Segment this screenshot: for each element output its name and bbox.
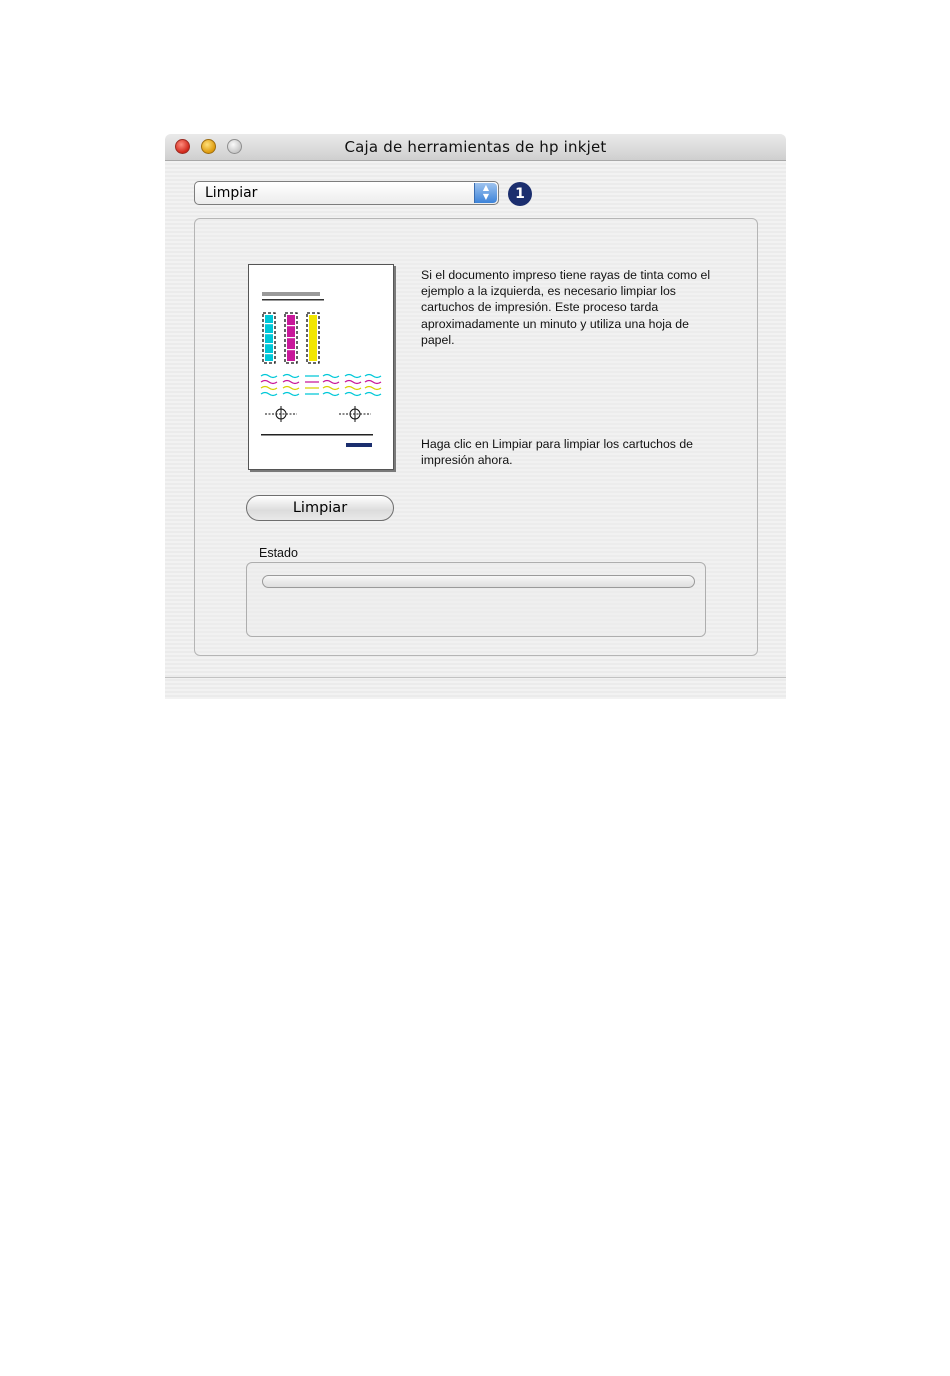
- up-down-arrows-icon: ▲ ▼: [474, 183, 497, 203]
- clean-button[interactable]: Limpiar: [246, 495, 394, 521]
- title-bar[interactable]: [165, 134, 786, 161]
- callout-number-badge: 1: [508, 182, 532, 206]
- clean-instruction-text: Haga clic en Limpiar para limpiar los cartuchos de impresión ahora.: [421, 437, 694, 468]
- status-box: [246, 562, 706, 637]
- clean-description-text: Si el documento impreso tiene rayas de tinta como el ejemplo a la izquierda, es necesario limpiar los cartuchos de impresión. Este proceso tarda aproximadamente un minuto y utiliza una hoja de papel.: [421, 268, 711, 347]
- window-title: Caja de herramientas de hp inkjet: [344, 138, 607, 156]
- printed-test-page-icon: [248, 264, 394, 470]
- panel-select-popup[interactable]: [194, 181, 499, 205]
- panel-select-value: Limpiar: [205, 185, 258, 201]
- status-progress-bar: [262, 575, 695, 588]
- bottom-separator: [165, 677, 786, 678]
- toolbox-window: [165, 134, 786, 699]
- status-label: Estado: [259, 546, 298, 560]
